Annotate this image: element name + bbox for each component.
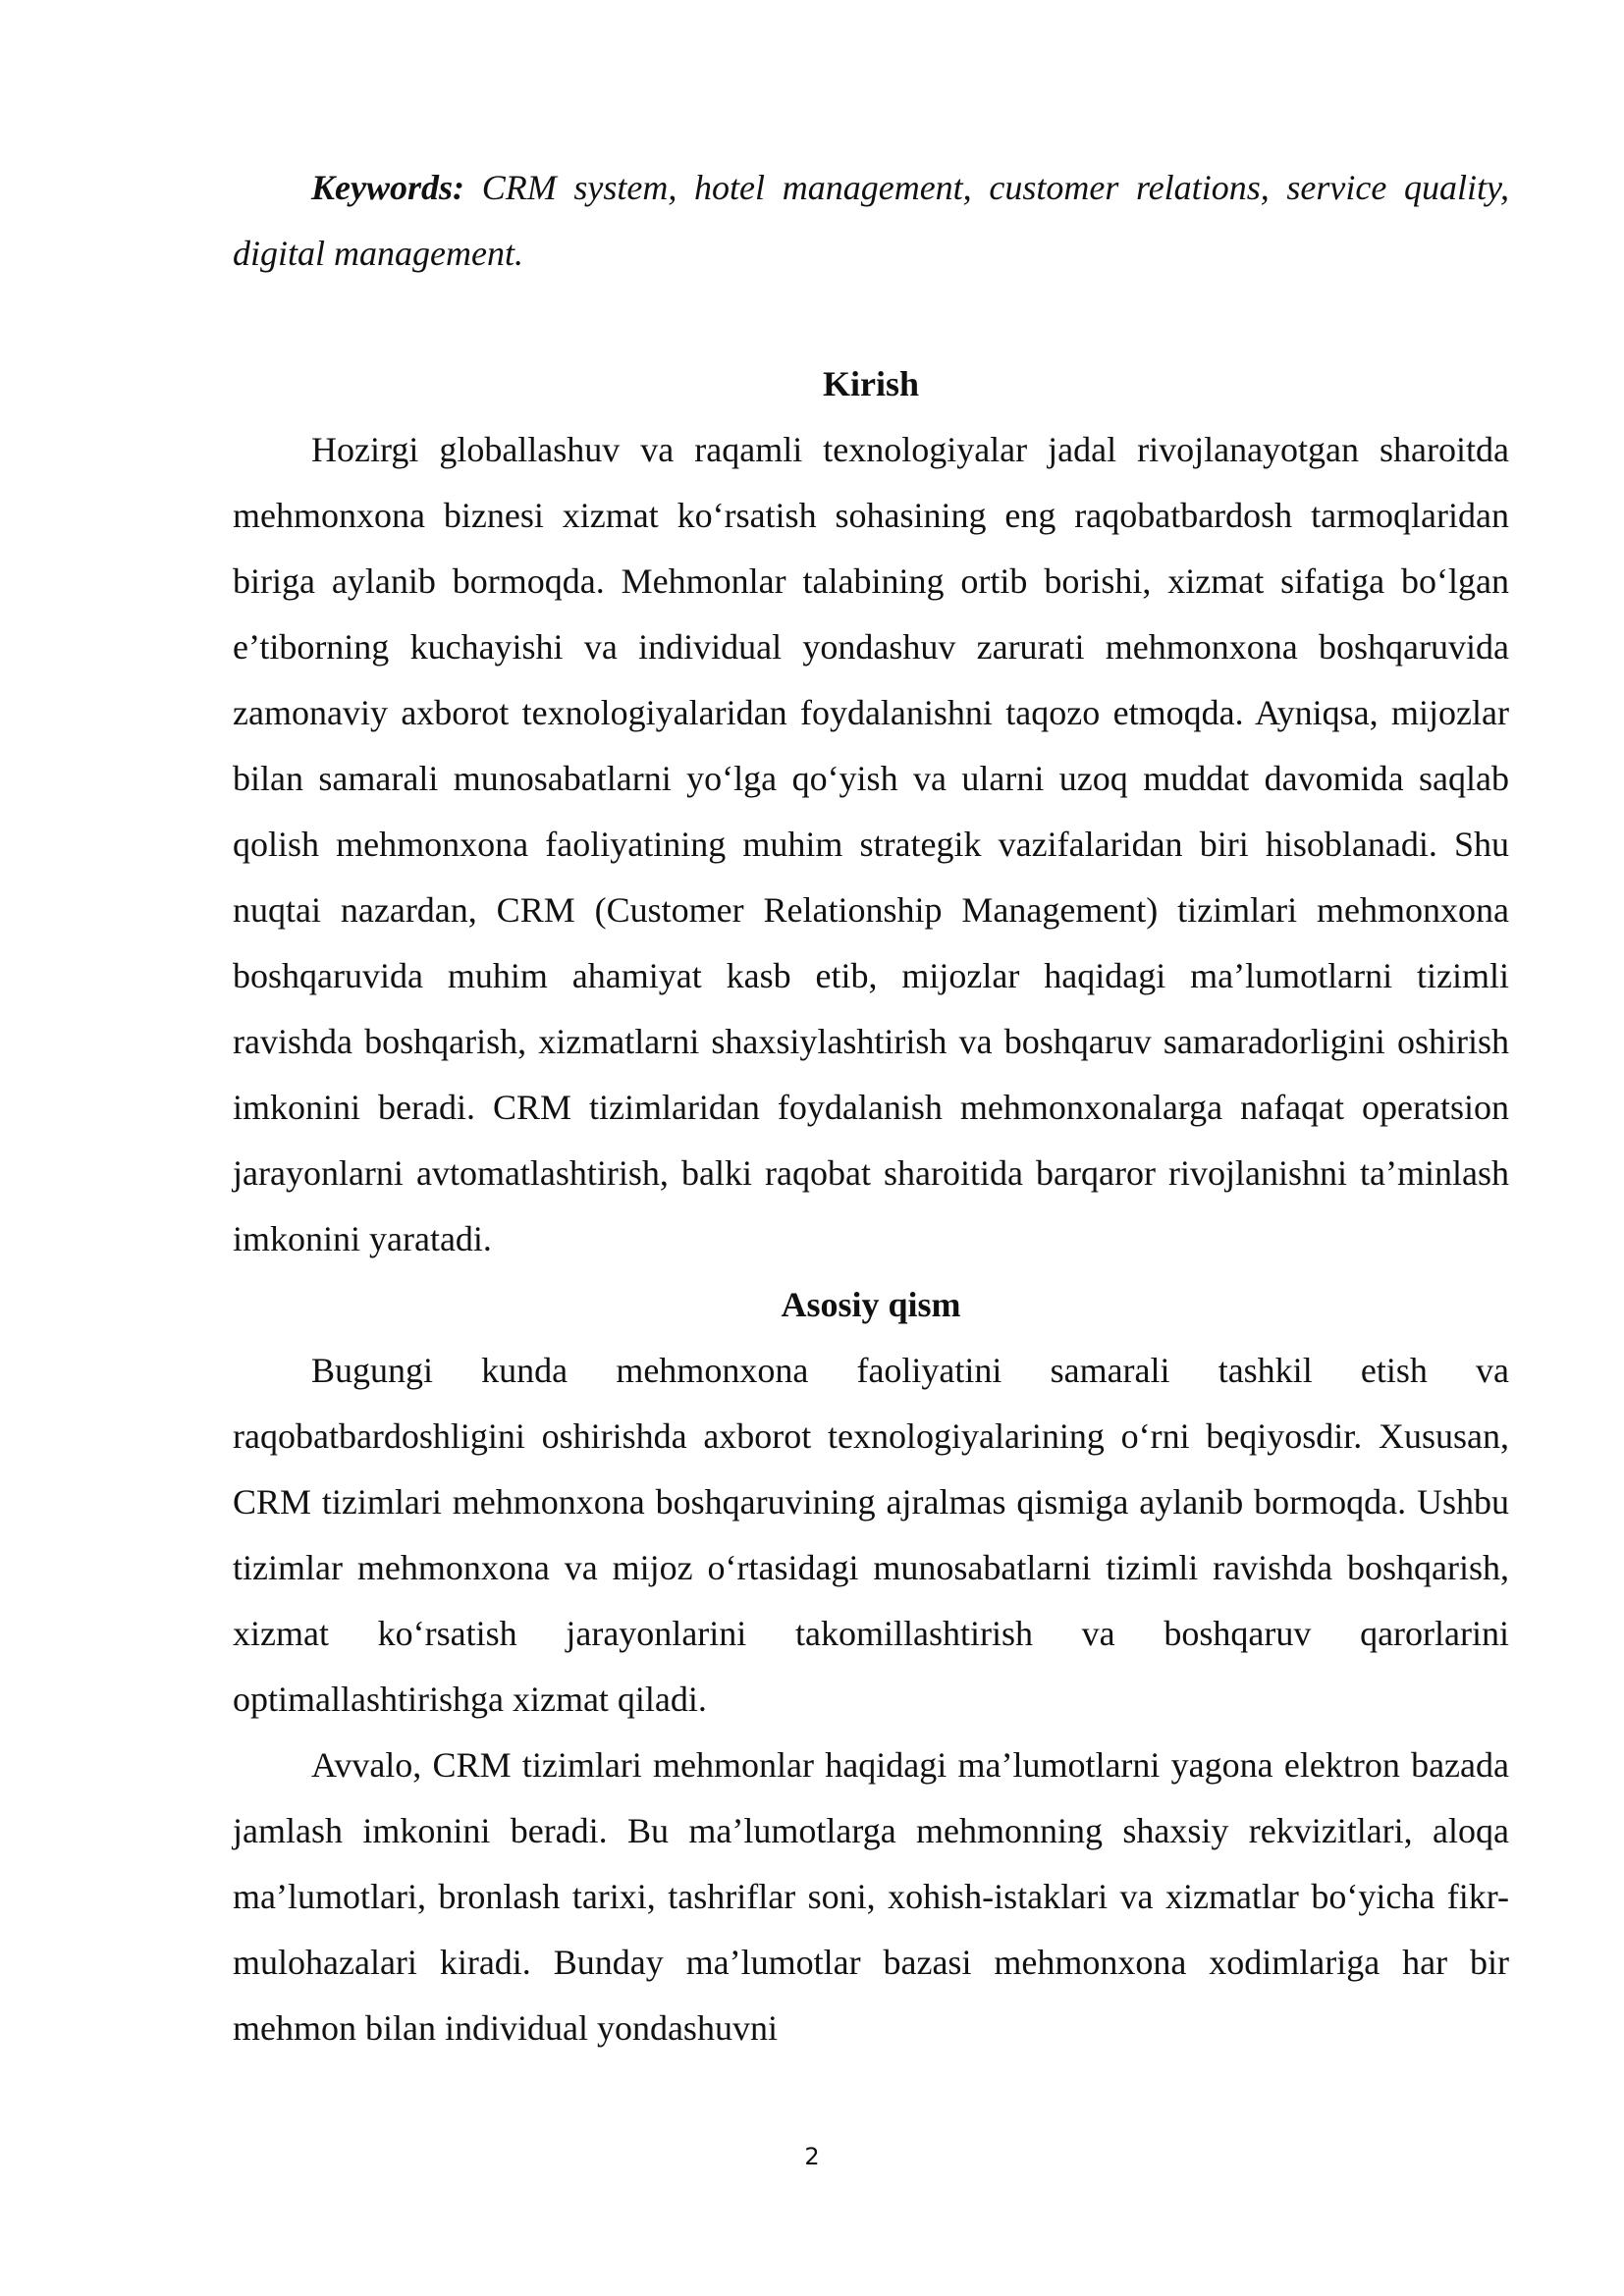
page-number: 2 [804,2143,820,2170]
body-paragraph: Bugungi kunda mehmonxona faoliyatini samarali tashkil etish va raqobatbardoshligini oshirishda axborot texnologiyalarining o‘rni beqiyosdir. Xususan, CRM tizimlari mehmonxona boshqaruvining ajralmas qismiga aylanib bormoqda. Ushbu tizimlar mehmonxona va mijoz o‘rtasidagi munosabatlarni tizimli ravishda boshqarish, xizmat ko‘rsatish jarayonlarini takomillashtirish va boshqaruv qarorlarini optimallashtirishga xizmat qiladi. [233,1351,1509,1719]
keywords-paragraph [233,155,1509,287]
spacer [233,287,1509,351]
section-heading-introduction: Kirish [822,364,919,403]
page-content [233,155,1509,2061]
keywords-text: CRM system, hotel management, customer relations, service quality, digital management. [233,168,1510,273]
body-paragraph: Avvalo, CRM tizimlari mehmonlar haqidagi ma’lumotlarni yagona elektron bazada jamlash imkonini beradi. Bu ma’lumotlarga mehmonning shaxsiy rekvizitlari, aloqa ma’lumotlari, bronlash tarixi, tashriflar soni, xohish-istaklari va xizmatlar bo‘yicha fikr-mulohazalari kiradi. Bunday ma’lumotlar bazasi mehmonxona xodimlariga har bir mehmon bilan individual yondashuvni [233,1745,1509,2048]
keywords-label: Keywords: [311,168,464,207]
section-heading-main-part: Asosiy qism [781,1285,961,1324]
body-paragraph: Hozirgi globallashuv va raqamli texnologiyalar jadal rivojlanayotgan sharoitda mehmonxona biznesi xizmat ko‘rsatish sohasining eng raqobatbardosh tarmoqlaridan biriga aylanib bormoqda. Mehmonlar talabining ortib borishi, xizmat sifatiga bo‘lgan e’tiborning kuchayishi va individual yondashuv zarurati mehmonxona boshqaruvida zamonaviy axborot texnologiyalaridan foydalanishni taqozo etmoqda. Ayniqsa, mijozlar bilan samarali munosabatlarni yo‘lga qo‘yish va ularni uzoq muddat davomida saqlab qolish mehmonxona faoliyatining muhim strategik vazifalaridan biri hisoblanadi. Shu nuqtai nazardan, CRM (Customer Relationship Management) tizimlari mehmonxona boshqaruvida muhim ahamiyat kasb etib, mijozlar haqidagi ma’lumotlarni tizimli ravishda boshqarish, xizmatlarni shaxsiylashtirish va boshqaruv samaradorligini oshirish imkonini beradi. CRM tizimlaridan foydalanish mehmonxonalarga nafaqat operatsion jarayonlarni avtomatlashtirish, balki raqobat sharoitida barqaror rivojlanishni ta’minlash imkonini yaratadi. [233,430,1509,1258]
